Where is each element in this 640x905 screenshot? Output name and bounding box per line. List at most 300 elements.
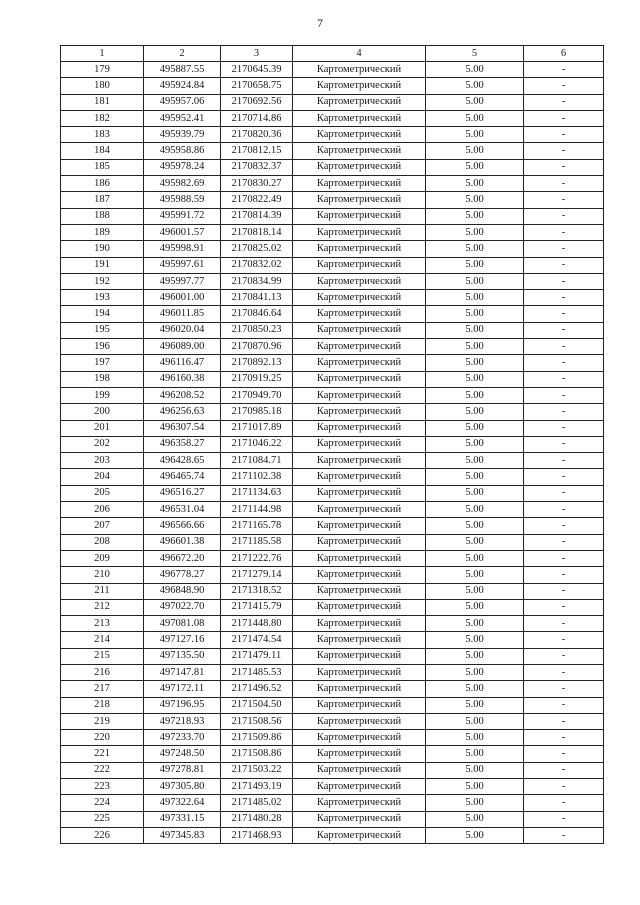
y-coordinate-cell: 2170830.27	[221, 176, 293, 192]
table-row	[61, 730, 604, 746]
point-number-cell: 222	[61, 762, 144, 778]
y-coordinate-cell: 2171480.28	[221, 811, 293, 827]
table-body	[61, 62, 604, 844]
x-coordinate-cell: 497172.11	[144, 681, 221, 697]
y-coordinate-cell: 2171448.80	[221, 616, 293, 632]
description-cell: -	[524, 599, 604, 615]
description-cell: -	[524, 355, 604, 371]
description-cell: -	[524, 94, 604, 110]
description-cell: -	[524, 387, 604, 403]
point-number-cell: 198	[61, 371, 144, 387]
table-row	[61, 664, 604, 680]
table-row	[61, 779, 604, 795]
y-coordinate-cell: 2171493.19	[221, 779, 293, 795]
point-number-cell: 182	[61, 110, 144, 126]
column-header-4: 4	[293, 46, 426, 62]
x-coordinate-cell: 495988.59	[144, 192, 221, 208]
x-coordinate-cell: 497127.16	[144, 632, 221, 648]
y-coordinate-cell: 2170714.86	[221, 110, 293, 126]
accuracy-cell: 5.00	[426, 436, 524, 452]
table-row	[61, 795, 604, 811]
y-coordinate-cell: 2171084.71	[221, 453, 293, 469]
accuracy-cell: 5.00	[426, 208, 524, 224]
table-row	[61, 599, 604, 615]
accuracy-cell: 5.00	[426, 192, 524, 208]
y-coordinate-cell: 2171503.22	[221, 762, 293, 778]
method-cell: Картометрический	[293, 583, 426, 599]
table-row	[61, 420, 604, 436]
page-number: 7	[317, 16, 323, 30]
x-coordinate-cell: 497248.50	[144, 746, 221, 762]
y-coordinate-cell: 2171468.93	[221, 827, 293, 843]
table-row	[61, 127, 604, 143]
point-number-cell: 226	[61, 827, 144, 843]
table-header-row	[61, 46, 604, 62]
y-coordinate-cell: 2170658.75	[221, 78, 293, 94]
description-cell: -	[524, 208, 604, 224]
method-cell: Картометрический	[293, 436, 426, 452]
method-cell: Картометрический	[293, 616, 426, 632]
y-coordinate-cell: 2171485.02	[221, 795, 293, 811]
table-row	[61, 110, 604, 126]
table-row	[61, 827, 604, 843]
method-cell: Картометрический	[293, 224, 426, 240]
accuracy-cell: 5.00	[426, 176, 524, 192]
description-cell: -	[524, 583, 604, 599]
method-cell: Картометрический	[293, 159, 426, 175]
method-cell: Картометрический	[293, 143, 426, 159]
description-cell: -	[524, 534, 604, 550]
table-row	[61, 176, 604, 192]
y-coordinate-cell: 2170919.25	[221, 371, 293, 387]
x-coordinate-cell: 496256.63	[144, 404, 221, 420]
x-coordinate-cell: 497022.70	[144, 599, 221, 615]
description-cell: -	[524, 648, 604, 664]
point-number-cell: 194	[61, 306, 144, 322]
method-cell: Картометрический	[293, 681, 426, 697]
table-row	[61, 306, 604, 322]
table-row	[61, 208, 604, 224]
description-cell: -	[524, 567, 604, 583]
accuracy-cell: 5.00	[426, 730, 524, 746]
y-coordinate-cell: 2171144.98	[221, 502, 293, 518]
method-cell: Картометрический	[293, 241, 426, 257]
x-coordinate-cell: 497305.80	[144, 779, 221, 795]
column-header-3: 3	[221, 46, 293, 62]
table-row	[61, 469, 604, 485]
accuracy-cell: 5.00	[426, 322, 524, 338]
description-cell: -	[524, 436, 604, 452]
y-coordinate-cell: 2171222.76	[221, 550, 293, 566]
accuracy-cell: 5.00	[426, 811, 524, 827]
point-number-cell: 200	[61, 404, 144, 420]
point-number-cell: 211	[61, 583, 144, 599]
x-coordinate-cell: 495978.24	[144, 159, 221, 175]
table-row	[61, 518, 604, 534]
table-row	[61, 371, 604, 387]
table-row	[61, 290, 604, 306]
method-cell: Картометрический	[293, 78, 426, 94]
x-coordinate-cell: 496566.66	[144, 518, 221, 534]
x-coordinate-cell: 495957.06	[144, 94, 221, 110]
table-row	[61, 583, 604, 599]
table-row	[61, 713, 604, 729]
point-number-cell: 208	[61, 534, 144, 550]
point-number-cell: 219	[61, 713, 144, 729]
accuracy-cell: 5.00	[426, 241, 524, 257]
y-coordinate-cell: 2171165.78	[221, 518, 293, 534]
point-number-cell: 218	[61, 697, 144, 713]
table-row	[61, 632, 604, 648]
method-cell: Картометрический	[293, 795, 426, 811]
table-row	[61, 241, 604, 257]
accuracy-cell: 5.00	[426, 697, 524, 713]
point-number-cell: 202	[61, 436, 144, 452]
description-cell: -	[524, 420, 604, 436]
x-coordinate-cell: 496307.54	[144, 420, 221, 436]
point-number-cell: 203	[61, 453, 144, 469]
accuracy-cell: 5.00	[426, 762, 524, 778]
point-number-cell: 209	[61, 550, 144, 566]
accuracy-cell: 5.00	[426, 616, 524, 632]
x-coordinate-cell: 495952.41	[144, 110, 221, 126]
table-row	[61, 502, 604, 518]
accuracy-cell: 5.00	[426, 502, 524, 518]
table-row	[61, 616, 604, 632]
point-number-cell: 221	[61, 746, 144, 762]
point-number-cell: 215	[61, 648, 144, 664]
column-header-6: 6	[524, 46, 604, 62]
description-cell: -	[524, 143, 604, 159]
accuracy-cell: 5.00	[426, 224, 524, 240]
point-number-cell: 225	[61, 811, 144, 827]
method-cell: Картометрический	[293, 697, 426, 713]
y-coordinate-cell: 2170825.02	[221, 241, 293, 257]
method-cell: Картометрический	[293, 469, 426, 485]
accuracy-cell: 5.00	[426, 143, 524, 159]
method-cell: Картометрический	[293, 730, 426, 746]
accuracy-cell: 5.00	[426, 110, 524, 126]
accuracy-cell: 5.00	[426, 713, 524, 729]
point-number-cell: 207	[61, 518, 144, 534]
table-row	[61, 485, 604, 501]
method-cell: Картометрический	[293, 827, 426, 843]
point-number-cell: 196	[61, 339, 144, 355]
point-number-cell: 193	[61, 290, 144, 306]
accuracy-cell: 5.00	[426, 469, 524, 485]
y-coordinate-cell: 2171474.54	[221, 632, 293, 648]
point-number-cell: 190	[61, 241, 144, 257]
point-number-cell: 181	[61, 94, 144, 110]
accuracy-cell: 5.00	[426, 746, 524, 762]
y-coordinate-cell: 2171318.52	[221, 583, 293, 599]
x-coordinate-cell: 497135.50	[144, 648, 221, 664]
method-cell: Картометрический	[293, 306, 426, 322]
y-coordinate-cell: 2171017.89	[221, 420, 293, 436]
y-coordinate-cell: 2170870.96	[221, 339, 293, 355]
accuracy-cell: 5.00	[426, 583, 524, 599]
accuracy-cell: 5.00	[426, 94, 524, 110]
description-cell: -	[524, 62, 604, 78]
method-cell: Картометрический	[293, 746, 426, 762]
method-cell: Картометрический	[293, 257, 426, 273]
description-cell: -	[524, 713, 604, 729]
point-number-cell: 213	[61, 616, 144, 632]
table-row	[61, 436, 604, 452]
description-cell: -	[524, 616, 604, 632]
method-cell: Картометрический	[293, 664, 426, 680]
x-coordinate-cell: 496001.57	[144, 224, 221, 240]
description-cell: -	[524, 681, 604, 697]
x-coordinate-cell: 496601.38	[144, 534, 221, 550]
point-number-cell: 185	[61, 159, 144, 175]
point-number-cell: 210	[61, 567, 144, 583]
y-coordinate-cell: 2170832.02	[221, 257, 293, 273]
description-cell: -	[524, 469, 604, 485]
y-coordinate-cell: 2171504.50	[221, 697, 293, 713]
point-number-cell: 197	[61, 355, 144, 371]
table-row	[61, 143, 604, 159]
table-row	[61, 192, 604, 208]
table-row	[61, 257, 604, 273]
table-row	[61, 224, 604, 240]
point-number-cell: 224	[61, 795, 144, 811]
x-coordinate-cell: 497322.64	[144, 795, 221, 811]
y-coordinate-cell: 2170645.39	[221, 62, 293, 78]
method-cell: Картометрический	[293, 811, 426, 827]
x-coordinate-cell: 497081.08	[144, 616, 221, 632]
x-coordinate-cell: 496465.74	[144, 469, 221, 485]
description-cell: -	[524, 290, 604, 306]
point-number-cell: 220	[61, 730, 144, 746]
x-coordinate-cell: 496848.90	[144, 583, 221, 599]
table-row	[61, 339, 604, 355]
y-coordinate-cell: 2170818.14	[221, 224, 293, 240]
accuracy-cell: 5.00	[426, 339, 524, 355]
description-cell: -	[524, 110, 604, 126]
description-cell: -	[524, 78, 604, 94]
x-coordinate-cell: 497218.93	[144, 713, 221, 729]
accuracy-cell: 5.00	[426, 518, 524, 534]
point-number-cell: 195	[61, 322, 144, 338]
point-number-cell: 192	[61, 273, 144, 289]
point-number-cell: 217	[61, 681, 144, 697]
description-cell: -	[524, 404, 604, 420]
description-cell: -	[524, 697, 604, 713]
y-coordinate-cell: 2170812.15	[221, 143, 293, 159]
method-cell: Картометрический	[293, 502, 426, 518]
x-coordinate-cell: 496358.27	[144, 436, 221, 452]
point-number-cell: 180	[61, 78, 144, 94]
point-number-cell: 183	[61, 127, 144, 143]
point-number-cell: 214	[61, 632, 144, 648]
description-cell: -	[524, 632, 604, 648]
x-coordinate-cell: 497278.81	[144, 762, 221, 778]
accuracy-cell: 5.00	[426, 257, 524, 273]
accuracy-cell: 5.00	[426, 648, 524, 664]
method-cell: Картометрический	[293, 273, 426, 289]
accuracy-cell: 5.00	[426, 827, 524, 843]
accuracy-cell: 5.00	[426, 290, 524, 306]
method-cell: Картометрический	[293, 534, 426, 550]
accuracy-cell: 5.00	[426, 632, 524, 648]
y-coordinate-cell: 2171185.58	[221, 534, 293, 550]
accuracy-cell: 5.00	[426, 453, 524, 469]
y-coordinate-cell: 2171134.63	[221, 485, 293, 501]
point-number-cell: 188	[61, 208, 144, 224]
accuracy-cell: 5.00	[426, 567, 524, 583]
x-coordinate-cell: 496160.38	[144, 371, 221, 387]
x-coordinate-cell: 495991.72	[144, 208, 221, 224]
point-number-cell: 187	[61, 192, 144, 208]
table-row	[61, 746, 604, 762]
x-coordinate-cell: 495997.77	[144, 273, 221, 289]
description-cell: -	[524, 485, 604, 501]
description-cell: -	[524, 371, 604, 387]
method-cell: Картометрический	[293, 648, 426, 664]
y-coordinate-cell: 2171508.56	[221, 713, 293, 729]
y-coordinate-cell: 2171479.11	[221, 648, 293, 664]
point-number-cell: 204	[61, 469, 144, 485]
method-cell: Картометрический	[293, 322, 426, 338]
point-number-cell: 216	[61, 664, 144, 680]
x-coordinate-cell: 495982.69	[144, 176, 221, 192]
point-number-cell: 206	[61, 502, 144, 518]
description-cell: -	[524, 502, 604, 518]
description-cell: -	[524, 127, 604, 143]
table-row	[61, 322, 604, 338]
y-coordinate-cell: 2171415.79	[221, 599, 293, 615]
description-cell: -	[524, 322, 604, 338]
method-cell: Картометрический	[293, 371, 426, 387]
description-cell: -	[524, 453, 604, 469]
method-cell: Картометрический	[293, 176, 426, 192]
method-cell: Картометрический	[293, 355, 426, 371]
method-cell: Картометрический	[293, 779, 426, 795]
description-cell: -	[524, 746, 604, 762]
description-cell: -	[524, 664, 604, 680]
y-coordinate-cell: 2170692.56	[221, 94, 293, 110]
accuracy-cell: 5.00	[426, 127, 524, 143]
point-number-cell: 191	[61, 257, 144, 273]
x-coordinate-cell: 496531.04	[144, 502, 221, 518]
table-row	[61, 78, 604, 94]
description-cell: -	[524, 730, 604, 746]
accuracy-cell: 5.00	[426, 599, 524, 615]
x-coordinate-cell: 496428.65	[144, 453, 221, 469]
description-cell: -	[524, 241, 604, 257]
y-coordinate-cell: 2170832.37	[221, 159, 293, 175]
method-cell: Картометрический	[293, 713, 426, 729]
y-coordinate-cell: 2170846.64	[221, 306, 293, 322]
x-coordinate-cell: 497331.15	[144, 811, 221, 827]
point-number-cell: 212	[61, 599, 144, 615]
point-number-cell: 199	[61, 387, 144, 403]
y-coordinate-cell: 2170834.99	[221, 273, 293, 289]
description-cell: -	[524, 257, 604, 273]
column-header-5: 5	[426, 46, 524, 62]
method-cell: Картометрический	[293, 290, 426, 306]
x-coordinate-cell: 496208.52	[144, 387, 221, 403]
x-coordinate-cell: 495997.61	[144, 257, 221, 273]
description-cell: -	[524, 192, 604, 208]
accuracy-cell: 5.00	[426, 550, 524, 566]
table-row	[61, 648, 604, 664]
accuracy-cell: 5.00	[426, 306, 524, 322]
accuracy-cell: 5.00	[426, 371, 524, 387]
table-row	[61, 534, 604, 550]
point-number-cell: 189	[61, 224, 144, 240]
accuracy-cell: 5.00	[426, 485, 524, 501]
method-cell: Картометрический	[293, 94, 426, 110]
table-row	[61, 404, 604, 420]
x-coordinate-cell: 497233.70	[144, 730, 221, 746]
description-cell: -	[524, 827, 604, 843]
method-cell: Картометрический	[293, 632, 426, 648]
description-cell: -	[524, 159, 604, 175]
x-coordinate-cell: 497147.81	[144, 664, 221, 680]
description-cell: -	[524, 224, 604, 240]
description-cell: -	[524, 306, 604, 322]
y-coordinate-cell: 2171102.38	[221, 469, 293, 485]
method-cell: Картометрический	[293, 404, 426, 420]
point-number-cell: 223	[61, 779, 144, 795]
x-coordinate-cell: 496020.04	[144, 322, 221, 338]
x-coordinate-cell: 496001.00	[144, 290, 221, 306]
column-header-1: 1	[61, 46, 144, 62]
description-cell: -	[524, 779, 604, 795]
table-row	[61, 453, 604, 469]
x-coordinate-cell: 496516.27	[144, 485, 221, 501]
accuracy-cell: 5.00	[426, 534, 524, 550]
x-coordinate-cell: 495958.86	[144, 143, 221, 159]
point-number-cell: 184	[61, 143, 144, 159]
method-cell: Картометрический	[293, 192, 426, 208]
x-coordinate-cell: 495924.84	[144, 78, 221, 94]
accuracy-cell: 5.00	[426, 273, 524, 289]
y-coordinate-cell: 2170949.70	[221, 387, 293, 403]
description-cell: -	[524, 762, 604, 778]
method-cell: Картометрический	[293, 762, 426, 778]
method-cell: Картометрический	[293, 420, 426, 436]
accuracy-cell: 5.00	[426, 159, 524, 175]
method-cell: Картометрический	[293, 208, 426, 224]
y-coordinate-cell: 2171496.52	[221, 681, 293, 697]
table-row	[61, 811, 604, 827]
description-cell: -	[524, 550, 604, 566]
accuracy-cell: 5.00	[426, 387, 524, 403]
accuracy-cell: 5.00	[426, 779, 524, 795]
table-row	[61, 159, 604, 175]
y-coordinate-cell: 2170820.36	[221, 127, 293, 143]
description-cell: -	[524, 339, 604, 355]
accuracy-cell: 5.00	[426, 78, 524, 94]
column-header-2: 2	[144, 46, 221, 62]
y-coordinate-cell: 2171279.14	[221, 567, 293, 583]
y-coordinate-cell: 2171509.86	[221, 730, 293, 746]
method-cell: Картометрический	[293, 567, 426, 583]
point-number-cell: 179	[61, 62, 144, 78]
method-cell: Картометрический	[293, 485, 426, 501]
x-coordinate-cell: 497196.95	[144, 697, 221, 713]
y-coordinate-cell: 2170985.18	[221, 404, 293, 420]
point-number-cell: 201	[61, 420, 144, 436]
x-coordinate-cell: 496011.85	[144, 306, 221, 322]
y-coordinate-cell: 2170822.49	[221, 192, 293, 208]
table-row	[61, 697, 604, 713]
x-coordinate-cell: 496116.47	[144, 355, 221, 371]
x-coordinate-cell: 495939.79	[144, 127, 221, 143]
